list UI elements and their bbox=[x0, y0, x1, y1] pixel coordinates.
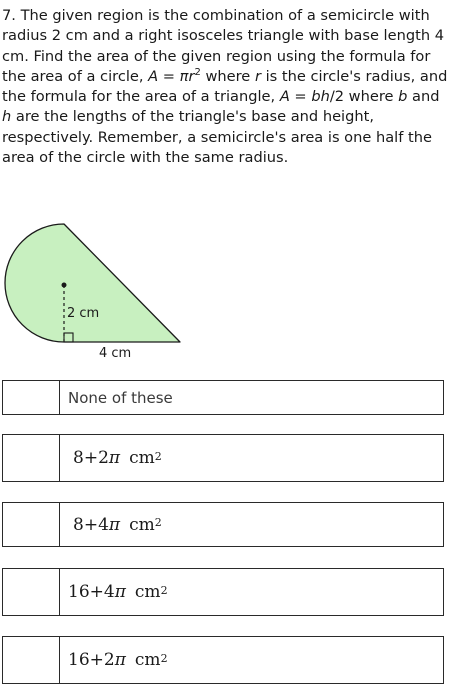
region-shape bbox=[5, 224, 180, 342]
choice-label-5: 16 + 2 π cm $^2$ bbox=[68, 650, 168, 670]
choice-label-3: 8 + 4 π cm $^2$ bbox=[73, 514, 162, 535]
region-figure bbox=[0, 222, 200, 367]
choice-option-3[interactable] bbox=[2, 502, 444, 547]
choice-option-4[interactable] bbox=[2, 568, 444, 616]
choice-checkbox-3[interactable] bbox=[3, 503, 60, 546]
choice-label-2: 8 + 2 π cm $^2$ bbox=[73, 448, 162, 468]
question-number: 7. bbox=[2, 7, 16, 24]
radius-label: 2 cm bbox=[67, 306, 100, 321]
choice-checkbox-2[interactable] bbox=[3, 435, 60, 481]
choice-label-1: None of these bbox=[68, 388, 173, 407]
choice-option-5[interactable] bbox=[2, 636, 444, 684]
center-point bbox=[62, 283, 67, 288]
choice-checkbox-1[interactable] bbox=[3, 381, 60, 414]
question-text: 7. The given region is the combination of a semicircle with radius 2 cm and a right isosceles triangle with base length 4 cm. Find the area of the given region using the formula for the area of a circle, $A = \pi r^2$ where r is the circle's radius, and the formula for the area of a triangle, A = bh/2 where b and h are the lengths of the triangle's base and height, respectively. Remember, a semicircle's area is one half the area of the circle with the same radius. bbox=[2, 7, 448, 167]
choice-checkbox-4[interactable] bbox=[3, 569, 60, 615]
choice-checkbox-5[interactable] bbox=[3, 637, 60, 683]
base-label: 4 cm bbox=[99, 346, 132, 361]
choice-label-4: 16 + 4 π cm $^2$ bbox=[68, 582, 168, 602]
choice-option-1[interactable] bbox=[2, 380, 444, 415]
choice-option-2[interactable] bbox=[2, 434, 444, 482]
